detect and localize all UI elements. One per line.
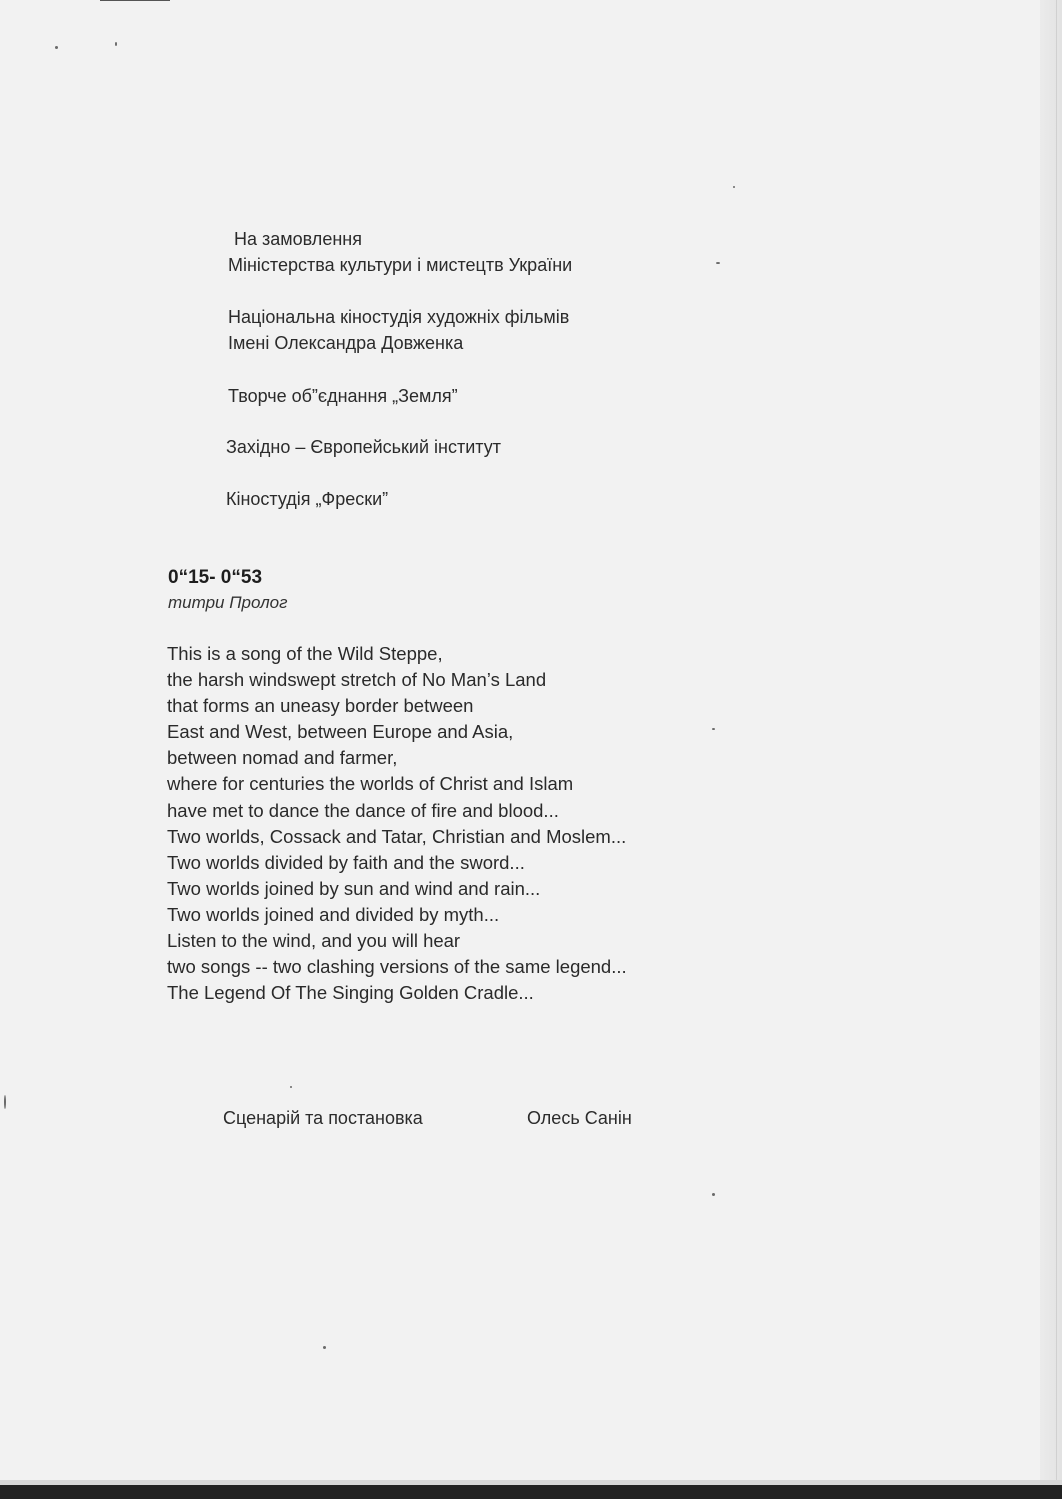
section-subtitle: титри Пролог xyxy=(168,593,288,612)
prologue-line: that forms an uneasy border between xyxy=(167,695,474,717)
prologue-line: Listen to the wind, and you will hear xyxy=(167,930,461,952)
frescoes-studio-block xyxy=(226,486,388,512)
prologue-line: This is a song of the Wild Steppe, xyxy=(167,643,443,664)
studio-line-1: Національна кіностудія художніх фільмів xyxy=(228,307,570,327)
scan-speck xyxy=(716,262,720,264)
prologue-line: have met to dance the dance of fire and blood... xyxy=(167,799,559,821)
institute-line: Західно – Європейський інститут xyxy=(226,437,501,457)
prologue-text xyxy=(167,641,627,1006)
association-line: Творче об”єднання „Земля” xyxy=(228,386,458,406)
scan-speck xyxy=(290,1086,292,1088)
commission-line-2: Міністерства культури і мистецтв України xyxy=(228,255,573,275)
section-timecode: 0“15- 0“53 xyxy=(168,567,263,588)
prologue-line: East and West, between Europe and Asia, xyxy=(167,721,514,743)
commission-line-1: На замовлення xyxy=(234,229,362,249)
prologue-line: The Legend Of The Singing Golden Cradle... xyxy=(167,982,534,1004)
studio-block xyxy=(228,304,569,356)
scan-speck xyxy=(733,186,735,188)
scan-artifact-right-edge-line xyxy=(1056,0,1057,1485)
prologue-line: Two worlds divided by faith and the sword... xyxy=(167,851,525,873)
scan-speck xyxy=(4,1095,6,1109)
prologue-line: the harsh windswept stretch of No Man’s Land xyxy=(167,669,547,691)
studio-line-2: Імені Олександра Довженка xyxy=(228,333,464,353)
prologue-line: where for centuries the worlds of Christ and Islam xyxy=(167,773,574,795)
scan-speck xyxy=(323,1346,326,1349)
institute-block xyxy=(226,434,501,460)
prologue-line: two songs -- two clashing versions of the same legend... xyxy=(167,956,627,978)
prologue-line: Two worlds joined and divided by myth... xyxy=(167,903,500,925)
scan-artifact-bottom-bar xyxy=(0,1485,1062,1499)
scan-artifact-top-line xyxy=(100,0,170,1)
scan-speck xyxy=(115,42,117,46)
scan-speck xyxy=(55,46,58,49)
scan-artifact-right-edge xyxy=(1040,0,1062,1485)
prologue-line: Two worlds joined by sun and wind and rain... xyxy=(167,877,541,899)
scan-speck xyxy=(712,728,715,730)
prologue-line: between nomad and farmer, xyxy=(167,747,398,769)
ministry-block xyxy=(228,252,572,278)
credit-role: Сценарій та постановка xyxy=(223,1108,423,1128)
prologue-line: Two worlds, Cossack and Tatar, Christian and Moslem... xyxy=(167,825,627,847)
association-block xyxy=(228,383,458,409)
frescoes-studio-line: Кіностудія „Фрески” xyxy=(226,489,389,509)
credit-name: Олесь Санін xyxy=(527,1108,632,1128)
commission-block xyxy=(234,226,362,252)
scan-speck xyxy=(712,1193,715,1196)
